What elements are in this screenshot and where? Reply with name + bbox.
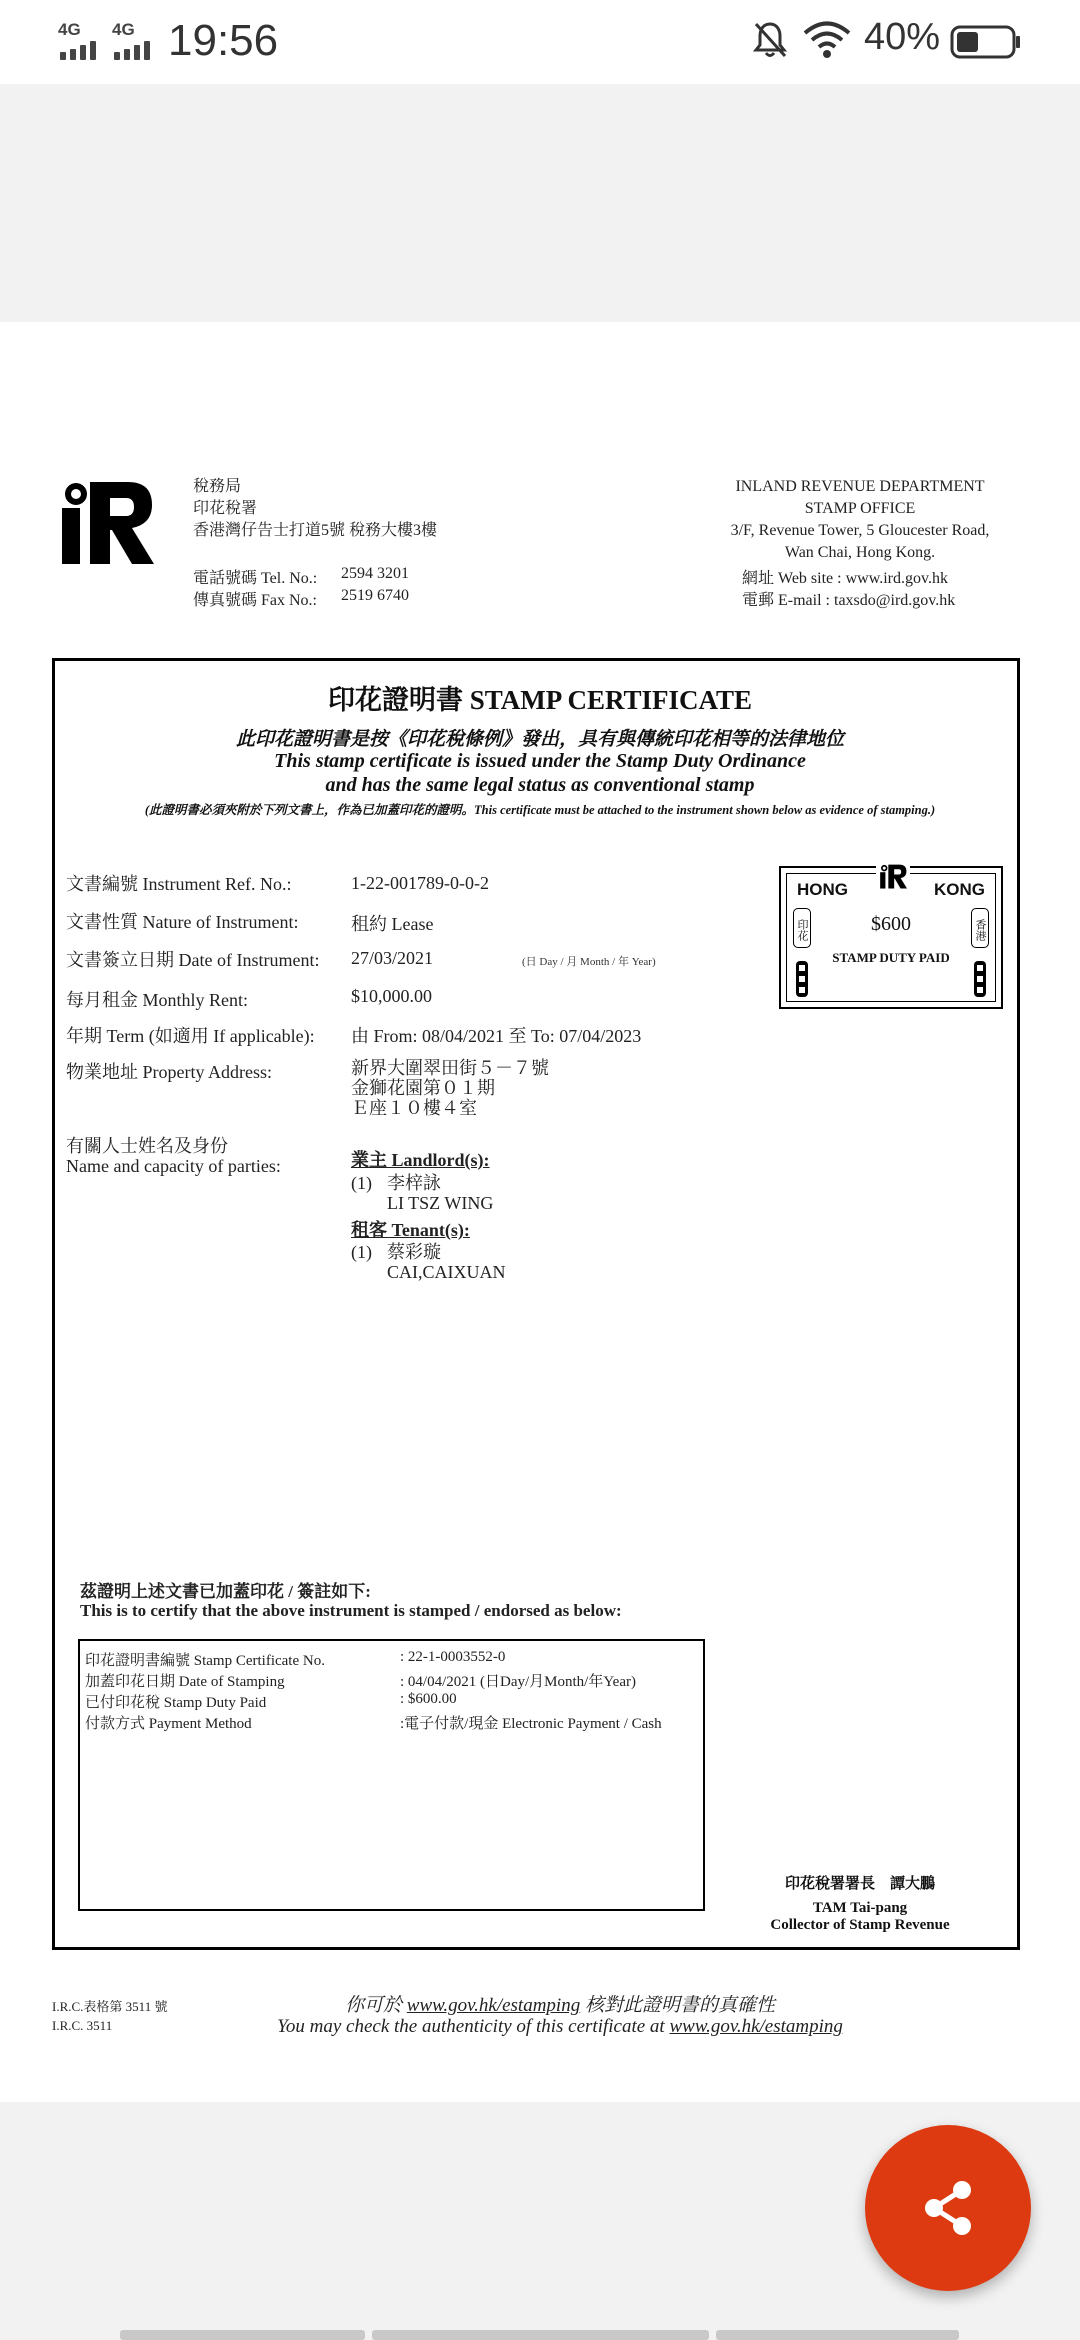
duty-paid-label: 已付印花稅 Stamp Duty Paid xyxy=(85,1695,267,1711)
certificate-title: 印花證明書 STAMP CERTIFICATE xyxy=(327,685,753,715)
fax-value: 2519 6740 xyxy=(341,587,409,604)
stamp-ird-logo xyxy=(876,861,910,891)
signature-name: TAM Tai-pang xyxy=(812,1900,908,1916)
address-value xyxy=(351,1058,549,1118)
stamping-date-value: : 04/04/2021 (日Day/月Month/年Year) xyxy=(400,1674,636,1690)
stamp-side-right: 香港 xyxy=(971,908,989,948)
certify-statement-en: This is to certify that the above instrument is stamped / endorsed as below: xyxy=(80,1601,622,1620)
parties-label xyxy=(66,1136,281,1176)
signature-title-en: Collector of Stamp Revenue xyxy=(770,1917,950,1933)
ref-value: 1-22-001789-0-0-2 xyxy=(351,873,489,893)
tenant-name-zh: 蔡彩璇 xyxy=(387,1242,441,1262)
wifi-icon xyxy=(802,20,852,60)
date-format-hint: (日 Day / 月 Month / 年 Year) xyxy=(522,956,656,968)
signature-title-zh: 印花稅署署長 譚大鵬 xyxy=(784,1876,935,1892)
cert-no-value: : 22-1-0003552-0 xyxy=(400,1649,506,1665)
tenant-heading: 租客 Tenant(s): xyxy=(351,1220,470,1240)
subtitle-zh: 此印花證明書是按《印花稅條例》發出，具有與傳統印花相等的法律地位 xyxy=(235,729,844,750)
address-en-line1: 3/F, Revenue Tower, 5 Gloucester Road, xyxy=(730,522,990,539)
address-line-2: 金獅花園第０１期 xyxy=(351,1078,495,1098)
subtitle-en-1: This stamp certificate is issued under the Stamp Duty Ordinance xyxy=(274,750,806,772)
header-left-address xyxy=(193,476,437,542)
battery-percent: 40% xyxy=(864,16,941,58)
date-value: 27/03/2021 xyxy=(351,948,434,968)
term-label: 年期 Term (如適用 If applicable): xyxy=(66,1026,315,1046)
landlord-name-en: LI TSZ WING xyxy=(387,1193,494,1213)
stamp-kong: KONG xyxy=(934,880,985,899)
landlord-name xyxy=(387,1173,493,1213)
network-type-label: 4G xyxy=(58,20,81,39)
mute-icon xyxy=(752,20,788,60)
nav-indicator xyxy=(716,2330,959,2340)
parties-label-en: Name and capacity of parties: xyxy=(66,1156,281,1176)
nature-value: 租約 Lease xyxy=(351,914,434,934)
tenant-name xyxy=(387,1242,506,1282)
stamp-ornament-icon xyxy=(972,961,988,997)
stamp-paid-label: STAMP DUTY PAID xyxy=(832,950,950,965)
rent-label: 每月租金 Monthly Rent: xyxy=(66,990,249,1010)
tel-label: 電話號碼 Tel. No.: xyxy=(193,570,318,587)
email-value: taxsdo@ird.gov.hk xyxy=(834,592,956,609)
cert-no-label: 印花證明書編號 Stamp Certificate No. xyxy=(85,1653,325,1669)
dept-name-zh: 稅務局 xyxy=(193,478,242,495)
landlord-heading: 業主 Landlord(s): xyxy=(351,1150,490,1170)
email-label: 電郵 E-mail : xyxy=(742,592,830,609)
stamping-date-label: 加蓋印花日期 Date of Stamping xyxy=(85,1674,285,1690)
tenant-number: (1) xyxy=(351,1242,372,1262)
nav-indicator xyxy=(120,2330,365,2340)
parties-label-zh: 有關人士姓名及身份 xyxy=(66,1136,228,1156)
verify-zh-prefix: 你可於 xyxy=(345,1995,403,2016)
share-button[interactable] xyxy=(865,2125,1031,2291)
status-bar xyxy=(0,0,1080,84)
signal-4g-icon xyxy=(58,20,114,60)
address-zh: 香港灣仔告士打道5號 稅務大樓3樓 xyxy=(193,522,438,539)
duty-paid-value: : $600.00 xyxy=(400,1691,457,1707)
email-line xyxy=(742,587,955,610)
nav-indicator xyxy=(372,2330,709,2340)
ref-label: 文書編號 Instrument Ref. No.: xyxy=(66,874,292,894)
network-type-label: 4G xyxy=(112,20,135,39)
signal-4g-icon xyxy=(112,20,168,60)
office-name-en: STAMP OFFICE xyxy=(804,500,916,517)
certify-statement-zh: 茲證明上述文書已加蓋印花 / 簽註如下: xyxy=(80,1582,371,1601)
website-line xyxy=(742,565,948,588)
office-name-zh: 印花稅署 xyxy=(193,500,258,517)
verify-line-zh xyxy=(200,1990,920,2017)
address-label: 物業地址 Property Address: xyxy=(66,1062,272,1082)
address-en-line2: Wan Chai, Hong Kong. xyxy=(784,544,936,561)
share-icon xyxy=(918,2178,978,2238)
tenant-name-en: CAI,CAIXUAN xyxy=(387,1262,506,1282)
payment-method-label: 付款方式 Payment Method xyxy=(85,1716,252,1732)
stamp-ornament-icon xyxy=(794,961,810,997)
payment-method-value: :電子付款/現金 Electronic Payment / Cash xyxy=(400,1716,662,1732)
battery-icon xyxy=(950,24,1022,60)
verify-en-prefix: You may check the authenticity of this certificate at xyxy=(277,2016,665,2037)
subtitle-en-2: and has the same legal status as conventional stamp xyxy=(325,774,755,796)
tel-value: 2594 3201 xyxy=(341,565,409,582)
fax-label: 傳真號碼 Fax No.: xyxy=(193,592,318,609)
stamp-amount: $600 xyxy=(871,913,911,935)
address-line-3: Ｅ座１０樓４室 xyxy=(351,1098,477,1118)
status-time: 19:56 xyxy=(168,16,279,65)
verify-zh-suffix: 核對此證明書的真確性 xyxy=(584,1995,775,2016)
dept-name-en: INLAND REVENUE DEPARTMENT xyxy=(735,478,985,495)
term-value: 由 From: 08/04/2021 至 To: 07/04/2023 xyxy=(351,1026,642,1046)
stamp-side-left: 印花 xyxy=(793,908,811,948)
header-right-address xyxy=(700,476,1020,564)
website-label: 網址 Web site : xyxy=(742,570,842,587)
landlord-name-zh: 李梓詠 xyxy=(387,1173,441,1193)
form-number-zh: I.R.C.表格第 3511 號 xyxy=(52,1999,168,2014)
rent-value: $10,000.00 xyxy=(351,986,432,1006)
verify-line-en xyxy=(200,2016,920,2038)
form-number-en: I.R.C. 3511 xyxy=(52,2018,113,2033)
attachment-note: (此證明書必須夾附於下列文書上，作為已加蓋印花的證明。This certificate must be attached to the instrument shown below as evidence of stamping.) xyxy=(144,803,936,817)
verify-link-en[interactable]: www.gov.hk/estamping xyxy=(669,2016,843,2037)
address-line-1: 新界大圍翠田街５－７號 xyxy=(351,1058,549,1078)
stamp-hong: HONG xyxy=(797,880,848,899)
nature-label: 文書性質 Nature of Instrument: xyxy=(66,912,299,932)
website-value: www.ird.gov.hk xyxy=(845,570,948,587)
landlord-number: (1) xyxy=(351,1173,372,1193)
stamp-duty-paid-stamp xyxy=(779,866,1003,1009)
verify-link-zh[interactable]: www.gov.hk/estamping xyxy=(406,1995,581,2016)
date-label: 文書簽立日期 Date of Instrument: xyxy=(66,950,320,970)
ird-logo xyxy=(58,478,154,564)
